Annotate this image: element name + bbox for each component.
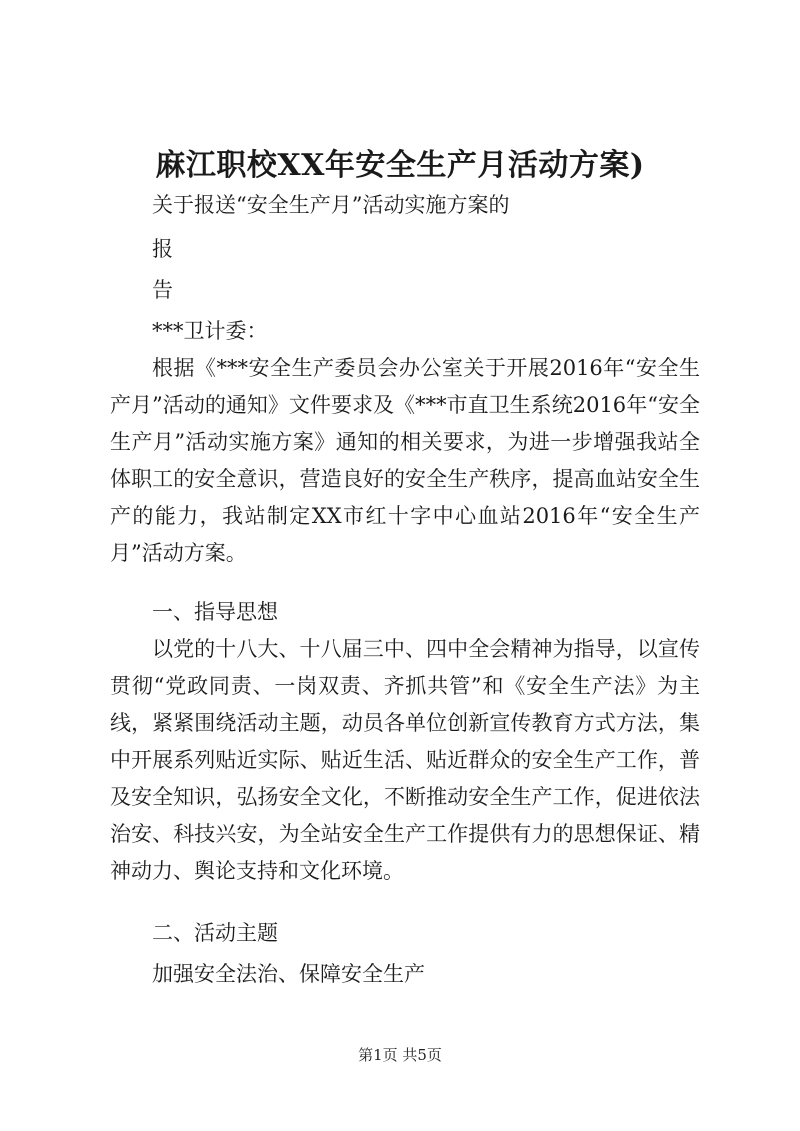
- section2-text: 加强安全法治、保障安全生产: [152, 962, 425, 986]
- section1-heading: 一、指导思想: [152, 600, 278, 624]
- intro-paragraph: 根据《***安全生产委员会办公室关于开展2016年“安全生产月”活动的通知》文件要求及《***市直卫生系统2016年“安全生产月”活动实施方案》通知的相关要求，为进一步增强我站全体职工的安全意识，营造良好的安全生产秩序，提高血站安全生产的能力，我站制定XX市红十字中心血站2016年“安全生产月”活动方案。: [110, 356, 700, 565]
- section1-paragraph: 以党的十八大、十八届三中、四中全会精神为指导，以宣传贯彻“党政同责、一岗双责、齐抓共管”和《安全生产法》为主线，紧紧围绕活动主题，动员各单位创新宣传教育方式方法，集中开展系列贴近实际、贴近生活、贴近群众的安全生产工作，普及安全知识，弘扬安全文化，不断推动安全生产工作，促进依法治安、科技兴安，为全站安全生产工作提供有力的思想保证、精神动力、舆论支持和文化环境。: [110, 637, 700, 883]
- report-char-1: 报: [152, 237, 173, 261]
- page-footer: 第1页 共5页: [358, 1046, 442, 1064]
- report-char-2: 告: [152, 278, 173, 302]
- addressee: ***卫计委：: [152, 319, 268, 343]
- document-title: 麻江职校XX年安全生产月活动方案): [155, 148, 645, 183]
- document-subtitle: 关于报送“安全生产月”活动实施方案的: [152, 193, 510, 217]
- section2-heading: 二、活动主题: [152, 921, 278, 945]
